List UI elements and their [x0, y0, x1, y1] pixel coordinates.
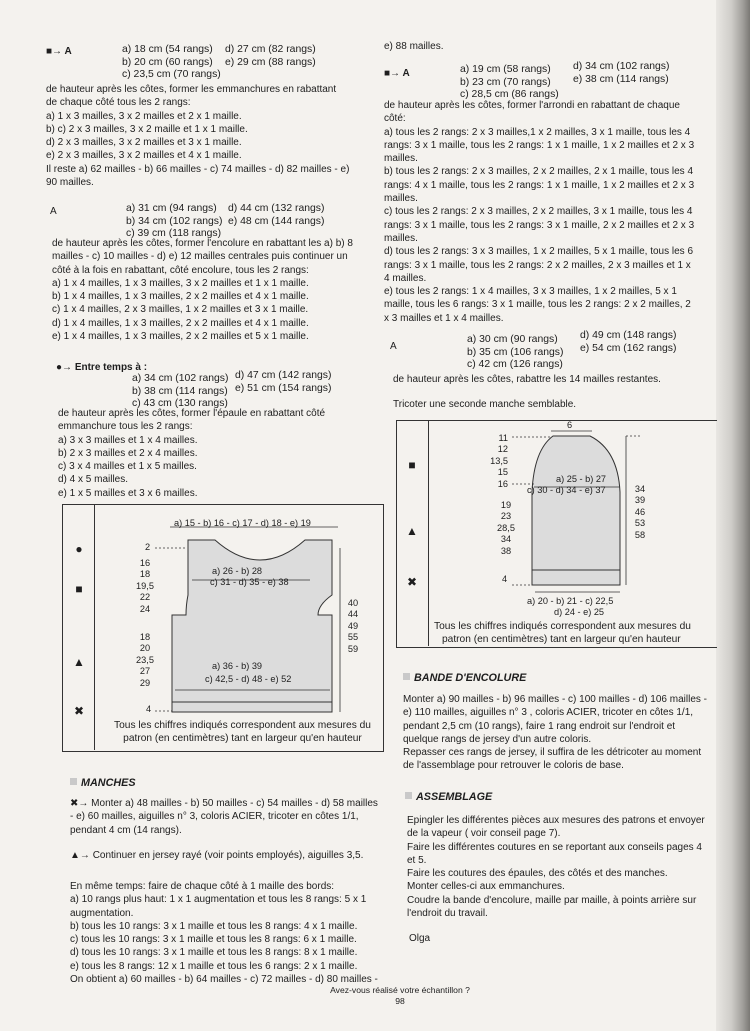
- width-label: c) 30 - d) 34 - e) 37: [527, 485, 606, 495]
- width-label: a) 20 - b) 21 - c) 22,5: [527, 596, 614, 606]
- instruction-shoulder: de hauteur après les côtes, former l'épaule en rabattant côté emmanchure tous les 2 rangs: a) 3 x 3 mailles et 1 x 4 mailles. b) 2 x 3 mailles et 2 x 4 mailles. c) 3 x 4 mailles et 1 x 5 mailles. d) 4 x 5 mailles. e) 1 x 5 mailles et 3 x 6 mailles.: [58, 408, 326, 499]
- height-label: 2: [145, 542, 151, 552]
- footer-question: Avez-vous réalisé votre échantillon ?: [330, 985, 470, 995]
- width-label: a) 25 - b) 27: [556, 474, 607, 484]
- instruction-neckline: de hauteur après les côtes, former l'encolure en rabattant les a) b) 8 mailles - c) 10 mailles - d) e) 12 mailles centrales puis continuer un côté à la fois en rabattant, côté encolure, tous les 2 rangs: a) 1 x 4 mailles, 1 x 3 mailles, 3 x 2 mailles et 1 x 1 maille. b) 1 x 4 mailles, 1 x 3 mailles, 2 x 2 mailles et 4 x 1 maille. c) 1 x 4 mailles, 2 x 3 mailles, 1 x 2 mailles et 3 x 1 maille. d) 1 x 4 mailles, 1 x 3 mailles, 2 x 2 mailles et 4 x 1 maille. e) 1 x 4 mailles, 1 x 3 mailles, 2 x 2 mailles et 5 x 1 maille.: [52, 238, 353, 343]
- instruction-text: Tricoter une seconde manche semblable.: [393, 399, 577, 410]
- instruction-sleeve-increases: En même temps: faire de chaque côté à 1 maille des bords: a) 10 rangs plus haut: 1 x 1 augmentation et tous les 8 rangs: 5 x 1 augmentation. b) tous les 10 rangs: 3 x 1 maille et tous les 8 rangs: 4 x 1 maille. c) tous les 10 rangs: 3 x 1 maille et tous les 8 rangs: 6 x 1 maille. d) tous les 10 rangs: 3 x 1 maille et tous les 8 rangs: 8 x 1 maille. e) tous les 8 rangs: 12 x 1 maille et tous les 6 rangs: 2 x 1 maille. On obtient a) 60 mailles - b) 64 mailles - c) 72 mailles - d) 80 mailles -: [70, 881, 378, 986]
- size-list: d) 44 cm (132 rangs) e) 48 cm (144 rangs): [228, 203, 325, 227]
- height-label: 4: [146, 704, 152, 714]
- width-label: c) 42,5 - d) 48 - e) 52: [205, 674, 292, 684]
- size-list: a) 19 cm (58 rangs) b) 23 cm (70 rangs) c) 28,5 cm (86 rangs): [460, 64, 559, 100]
- size-list: d) 47 cm (142 rangs) e) 51 cm (154 rangs): [235, 370, 332, 394]
- height-label: 4: [502, 574, 508, 584]
- triangle-icon: ▲: [406, 524, 418, 538]
- diagram-caption: Tous les chiffres indiqués correspondent aux mesures du patron (en centimètres) tant en largeur qu'en hauteur: [434, 621, 691, 645]
- size-list: a) 31 cm (94 rangs) b) 34 cm (102 rangs) c) 39 cm (118 rangs): [126, 203, 223, 239]
- size-list: d) 27 cm (82 rangs) e) 29 cm (88 rangs): [225, 44, 316, 68]
- sizes-marker: ■→ A: [46, 46, 72, 57]
- circle-icon: ●: [75, 542, 83, 556]
- width-label: a) 15 - b) 16 - c) 17 - d) 18 - e) 19: [174, 518, 311, 528]
- instruction-neckband: Monter a) 90 mailles - b) 96 mailles - c) 100 mailles - d) 106 mailles - e) 110 mailles, aiguilles n° 3 , coloris ACIER, tricoter en côtes 1/1, pendant 2,5 cm (10 rangs), faire 1 rang endroit sur l'endroit et quelque rangs de jersey d'un autre coloris. Repasser ces rangs de jersey, il suffira de les détricoter au moment de l'assemblage pour retrouver le coloris de base.: [403, 694, 707, 772]
- width-label: c) 31 - d) 35 - e) 38: [210, 577, 289, 587]
- width-label: a) 26 - b) 28: [212, 566, 263, 576]
- instruction-text: de hauteur après les côtes, rabattre les 14 mailles restantes.: [393, 374, 661, 385]
- height-list: 40 44 49 55 59: [347, 598, 359, 654]
- size-list: a) 30 cm (90 rangs) b) 35 cm (106 rangs) c) 42 cm (126 rangs): [467, 334, 564, 370]
- height-list: 11 12 13,5 15 16: [490, 433, 508, 489]
- square-icon: ■: [75, 582, 83, 596]
- sizes-marker: ■→ A: [384, 68, 410, 79]
- height-list: 16 18 19,5 22 24: [136, 558, 154, 614]
- instruction-armholes: de hauteur après les côtes, former les emmanchures en rabattant de chaque côté tous les 2 rangs: a) 1 x 3 mailles, 3 x 2 mailles et 2 x 1 maille. b) c) 2 x 3 mailles, 3 x 2 maille et 1 x 1 maille. d) 2 x 3 mailles, 3 x 2 mailles et 3 x 1 maille. e) 2 x 3 mailles, 3 x 2 mailles et 4 x 1 maille. Il reste a) 62 mailles - b) 66 mailles - c) 74 mailles - d) 82 mailles - e) 90 mailles.: [46, 84, 350, 189]
- section-title-bande-encolure: BANDE D'ENCOLURE: [403, 672, 526, 684]
- instruction-sleeve-cap: de hauteur après les côtes, former l'arrondi en rabattant de chaque côté: a) tous les 2 rangs: 2 x 3 mailles,1 x 2 mailles, 3 x 1 maille, tous les 4 rangs: 3 x 1 maille, tous les 2 rangs: 1 x 1 maille, 1 x 2 mailles et 2 x 3 mailles. b) tous les 2 rangs: 2 x 3 mailles, 2 x 2 mailles, 2 x 1 maille, tous les 4 rangs: 4 x 1 maille, tous les 2 rangs: 1 x 1 maille, 1 x 2 mailles et 2 x 3 mailles. c) tous les 2 rangs: 2 x 3 mailles, 2 x 2 mailles, 3 x 1 maille, tous les 4 rangs: 3 x 1 maille, tous les 2 rangs: 3 x 1 maille, 2 x 2 mailles et 2 x 3 mailles. d) tous les 2 rangs: 3 x 3 mailles, 1 x 2 mailles, 5 x 1 maille, tous les 6 rangs: 3 x 1 maille, tous les 2 rangs: 2 x 2 mailles, 2 x 3 mailles et 1 x 4 mailles. e) tous les 2 rangs: 1 x 4 mailles, 3 x 3 mailles, 1 x 2 mailles, 5 x 1 maille, tous les 6 rangs: 3 x 1 maille, tous les 2 rangs: 2 x 2 mailles, 2 x 3 mailles et 1 x 4 mailles.: [384, 100, 695, 324]
- size-list: a) 18 cm (54 rangs) b) 20 cm (60 rangs) c) 23,5 cm (70 rangs): [122, 44, 221, 80]
- sleeve-pattern-shape: [532, 436, 620, 585]
- height-list: 34 39 46 53 58: [634, 484, 646, 540]
- triangle-icon: ▲: [73, 655, 85, 669]
- cross-icon: ✖: [406, 575, 418, 589]
- instruction-sleeve-rib: ✖→ Monter a) 48 mailles - b) 50 mailles - c) 54 mailles - d) 58 mailles - e) 60 mailles, aiguilles n° 3, coloris ACIER, tricoter en côtes 1/1, pendant 4 cm (14 rangs).: [70, 798, 378, 836]
- instruction-sleeve-jersey: ▲→ Continuer en jersey rayé (voir points employés), aiguilles 3,5.: [70, 850, 364, 861]
- page-number: 98: [395, 996, 405, 1006]
- height-list: 18 20 23,5 27 29: [136, 632, 154, 688]
- height-list: 19 23 28,5 34 38: [497, 500, 515, 556]
- section-title-assemblage: ASSEMBLAGE: [405, 791, 492, 803]
- width-label: a) 36 - b) 39: [212, 661, 263, 671]
- size-list: d) 49 cm (148 rangs) e) 54 cm (162 rangs): [580, 330, 677, 354]
- entre-temps-heading: ●→ Entre temps à :: [56, 362, 148, 373]
- size-list: d) 34 cm (102 rangs) e) 38 cm (114 rangs): [573, 61, 670, 85]
- sizes-marker: A: [390, 341, 397, 352]
- instruction-assembly: Epingler les différentes pièces aux mesures des patrons et envoyer de la vapeur ( voir conseil page 7). Faire les différentes coutures en se reportant aux conseils pages 4 et 5. Faire les coutures des épaules, des côtés et des manches. Monter celles-ci aux emmanchures. Coudre la bande d'encolure, maille par maille, à points arrière sur l'endroit du travail.: [407, 815, 705, 920]
- square-icon: ■: [408, 458, 416, 472]
- width-label: d) 24 - e) 25: [554, 607, 605, 617]
- section-title-manches: MANCHES: [70, 777, 136, 789]
- size-list: a) 34 cm (102 rangs) b) 38 cm (114 rangs) c) 43 cm (130 rangs): [132, 373, 229, 409]
- width-label: 6: [567, 420, 573, 430]
- sizes-marker: A: [50, 206, 57, 217]
- diagram-caption: Tous les chiffres indiqués correspondent aux mesures du patron (en centimètres) tant en largeur qu'en hauteur: [114, 720, 371, 744]
- instruction-text: e) 88 mailles.: [384, 41, 444, 52]
- author-signature: Olga: [409, 933, 431, 944]
- cross-icon: ✖: [73, 704, 85, 718]
